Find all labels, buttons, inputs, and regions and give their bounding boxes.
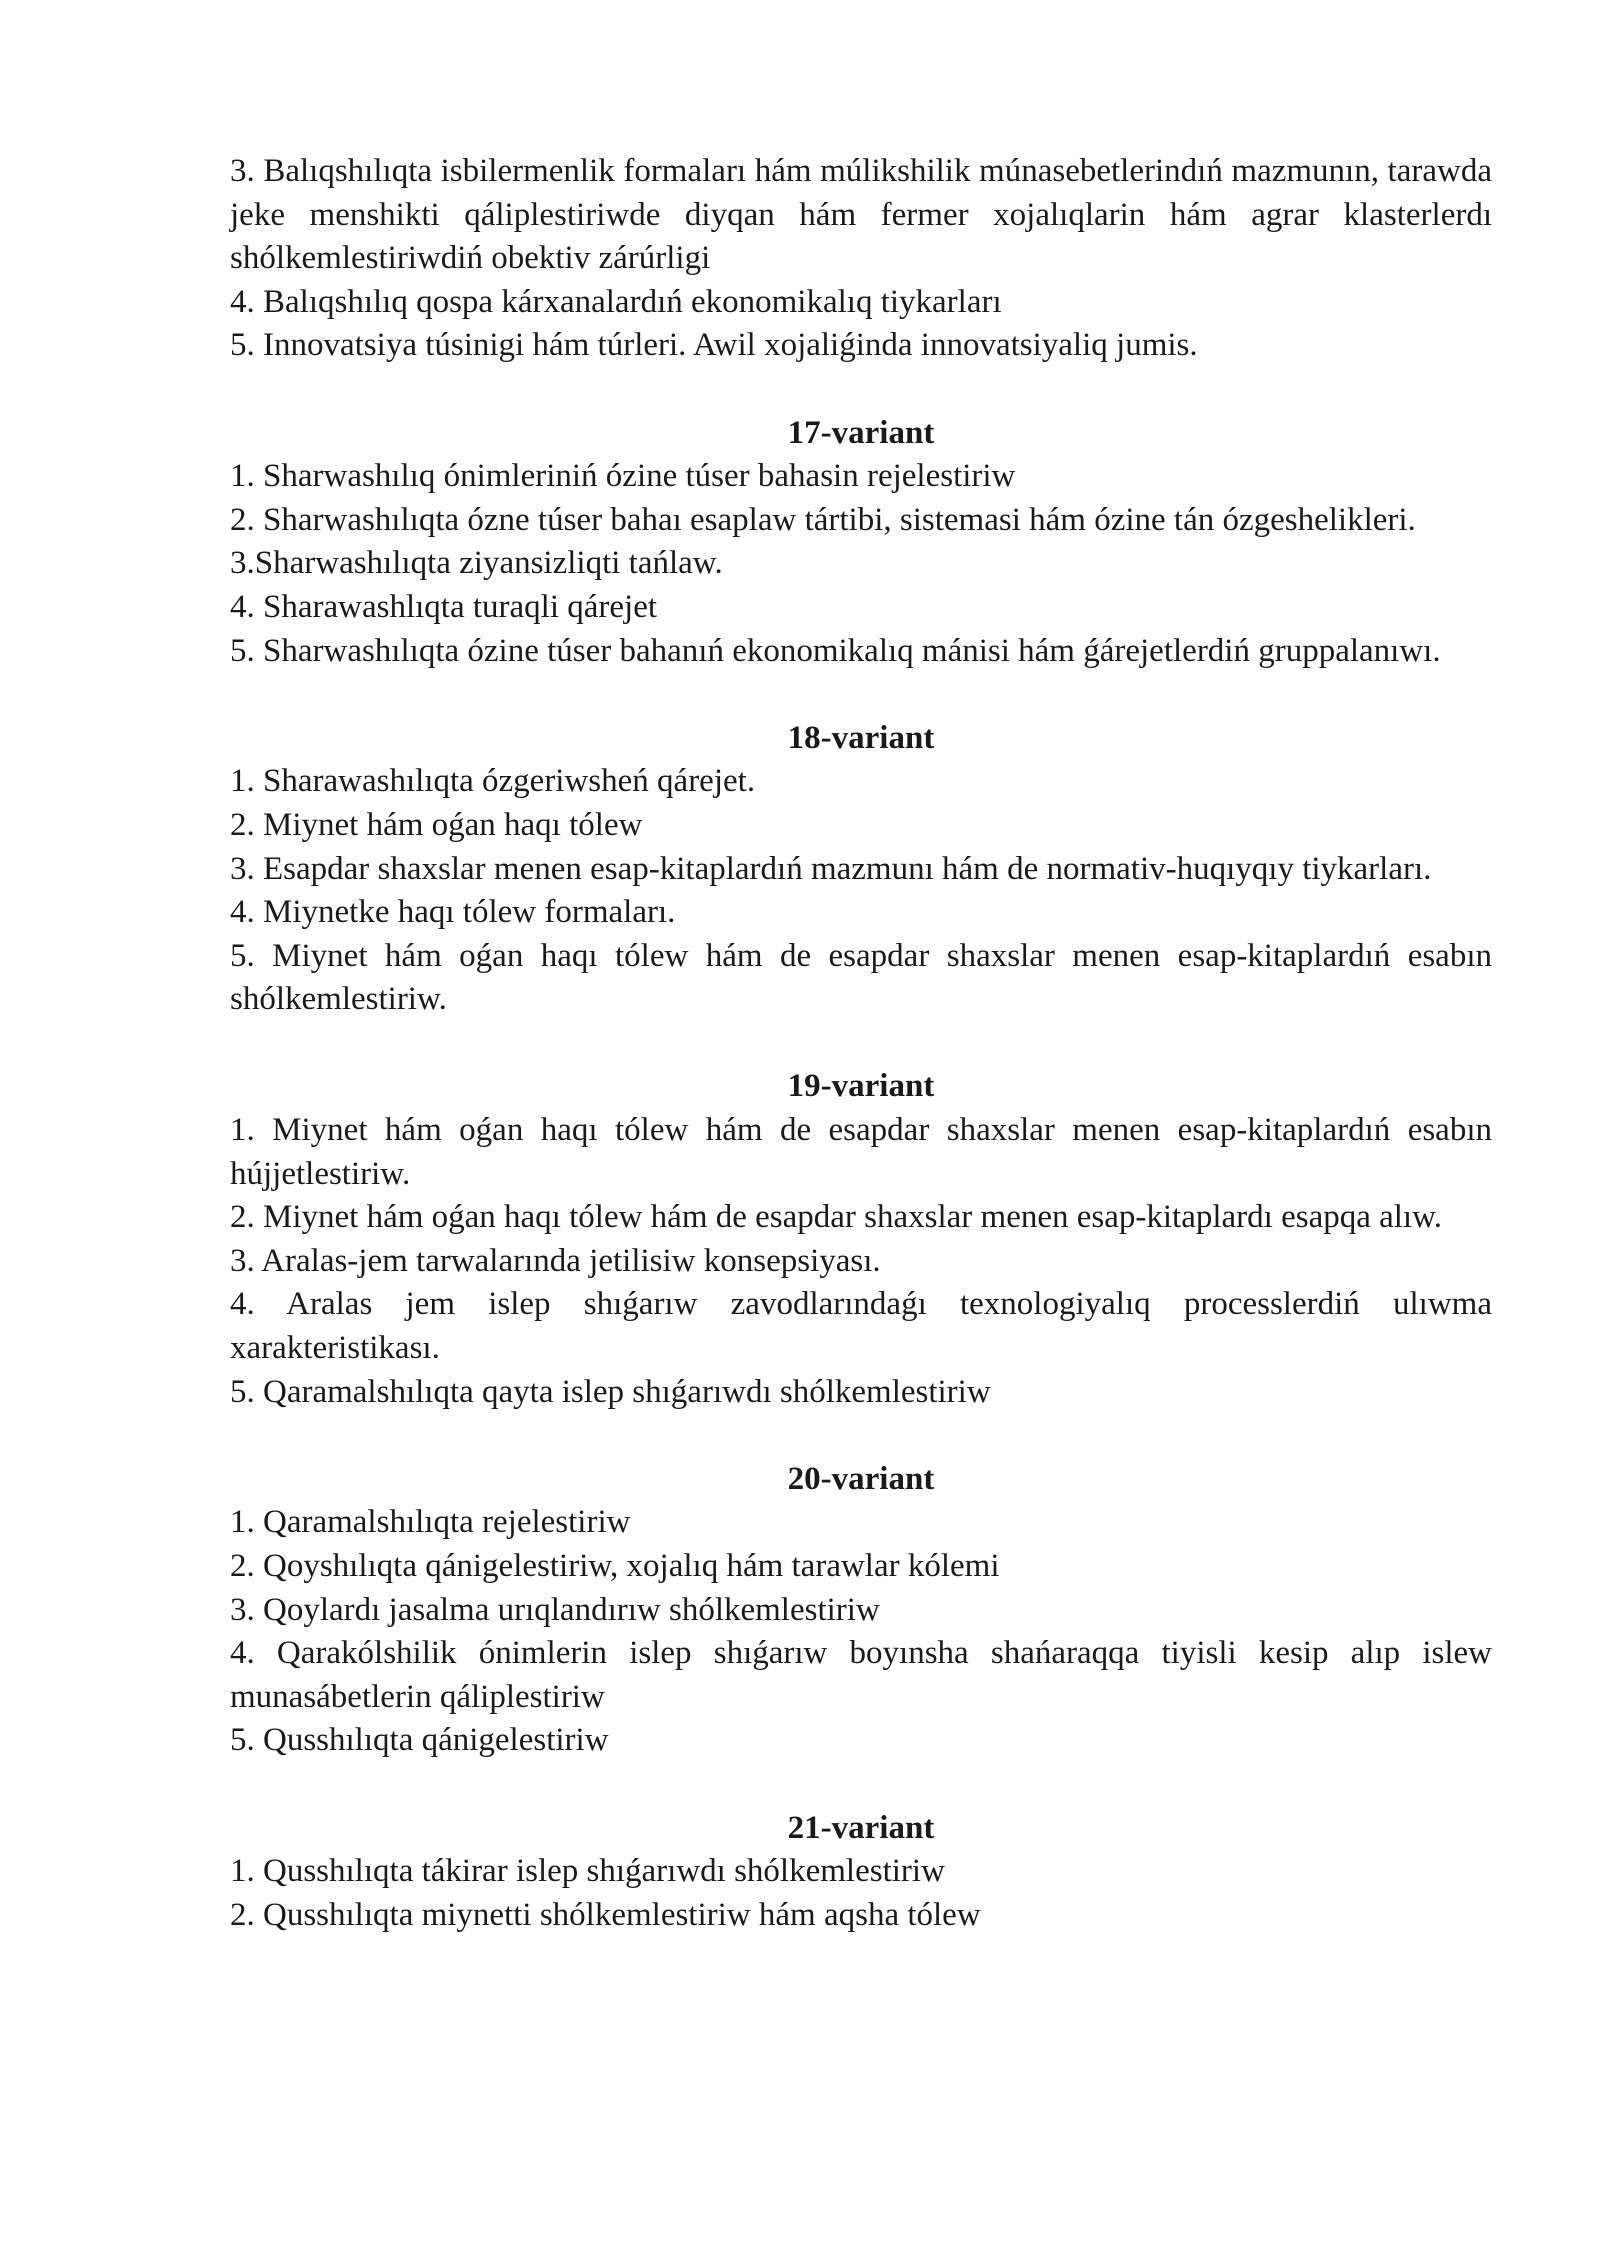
list-item: 5. Miynet hám oǵan haqı tólew hám de esapdar shaxslar menen esap-kitaplardıń esabın shólkemlestiriw. xyxy=(230,937,1492,1018)
list-item: 4. Sharawashlıqta turaqli qárejet xyxy=(230,588,658,625)
list-item: 5. Innovatsiya túsinigi hám túrleri. Awil xojaliǵinda innovatsiyaliq jumis. xyxy=(230,327,1198,364)
section-17-variant xyxy=(230,412,1492,674)
list-item: 1. Qusshılıqta tákirar islep shıǵarıwdı shólkemlestiriw xyxy=(230,1853,945,1890)
list-item: 2. Miynet hám oǵan haqı tólew xyxy=(230,806,643,843)
list-item: 4. Qarakólshilik ónimlerin islep shıǵarıw boyınsha shańaraqqa tiyisli kesip alıp islew munasábetlerin qáliplestiriw xyxy=(230,1635,1492,1715)
list-item: 2. Miynet hám oǵan haqı tólew hám de esapdar shaxslar menen esap-kitaplardı esapqa alıw. xyxy=(230,1199,1443,1236)
list-item: 3. Balıqshılıqta isbilermenlik formaları hám múlikshilik múnasebetlerindıń mazmunın, tarawda jeke menshikti qáliplestiriwde diyqan hám fermer xojalıqlarin hám agrar klasterlerdı shólkemlestiriwdiń obektiv zárúrligi xyxy=(230,153,1492,277)
list-item: 4. Aralas jem islep shıǵarıw zavodlarındaǵı texnologiyalıq processlerdiń ulıwma xarakteristikası. xyxy=(230,1286,1492,1367)
list-item: 2. Qusshılıqta miynetti shólkemlestiriw hám aqsha tólew xyxy=(230,1896,981,1933)
list-item: 5. Sharwashılıqta ózine túser bahanıń ekonomikalıq mánisi hám ǵárejetlerdiń gruppalanıwı. xyxy=(230,632,1441,669)
section-20-variant xyxy=(230,1458,1492,1763)
document-page xyxy=(230,150,1492,1937)
list-item: 1. Sharawashılıqta ózgeriwsheń qárejet. xyxy=(230,763,756,800)
list-item: 3. Aralas-jem tarwalarında jetilisiw konsepsiyası. xyxy=(230,1242,881,1279)
list-item: 3. Esapdar shaxslar menen esap-kitaplardıń mazmunı hám de normativ-huqıyqıy tiykarları. xyxy=(230,850,1432,887)
list-item: 1. Sharwashılıq ónimleriniń ózine túser bahasin rejelestiriw xyxy=(230,458,1016,495)
list-item: 1. Miynet hám oǵan haqı tólew hám de esapdar shaxslar menen esap-kitaplardıń esabın hújjetlestiriw. xyxy=(230,1112,1492,1192)
section-21-variant xyxy=(230,1807,1492,1938)
list-item: 2. Sharwashılıqta ózne túser bahaı esaplaw tártibi, sistemasi hám ózine tán ózgeshelikleri. xyxy=(230,501,1416,538)
list-item: 5. Qaramalshılıqta qayta islep shıǵarıwdı shólkemlestiriw xyxy=(230,1373,991,1410)
section-heading: 17-variant xyxy=(787,414,935,451)
section-heading: 20-variant xyxy=(787,1460,935,1497)
section-heading: 21-variant xyxy=(787,1809,935,1846)
section-19-variant xyxy=(230,1065,1492,1414)
list-item: 3.Sharwashılıqta ziyansizliqti tańlaw. xyxy=(230,545,723,582)
list-item: 3. Qoylardı jasalma urıqlandırıw shólkemlestiriw xyxy=(230,1591,880,1628)
list-item: 4. Balıqshılıq qospa kárxanalardıń ekonomikalıq tiykarları xyxy=(230,283,1002,320)
list-item: 4. Miynetke haqı tólew formaları. xyxy=(230,894,676,931)
intro-block xyxy=(230,150,1492,368)
list-item: 1. Qaramalshılıqta rejelestiriw xyxy=(230,1504,631,1541)
section-heading: 18-variant xyxy=(787,719,935,756)
section-heading: 19-variant xyxy=(787,1068,935,1105)
list-item: 5. Qusshılıqta qánigelestiriw xyxy=(230,1722,609,1759)
list-item: 2. Qoyshılıqta qánigelestiriw, xojalıq hám tarawlar kólemi xyxy=(230,1548,1000,1584)
section-18-variant xyxy=(230,717,1492,1022)
